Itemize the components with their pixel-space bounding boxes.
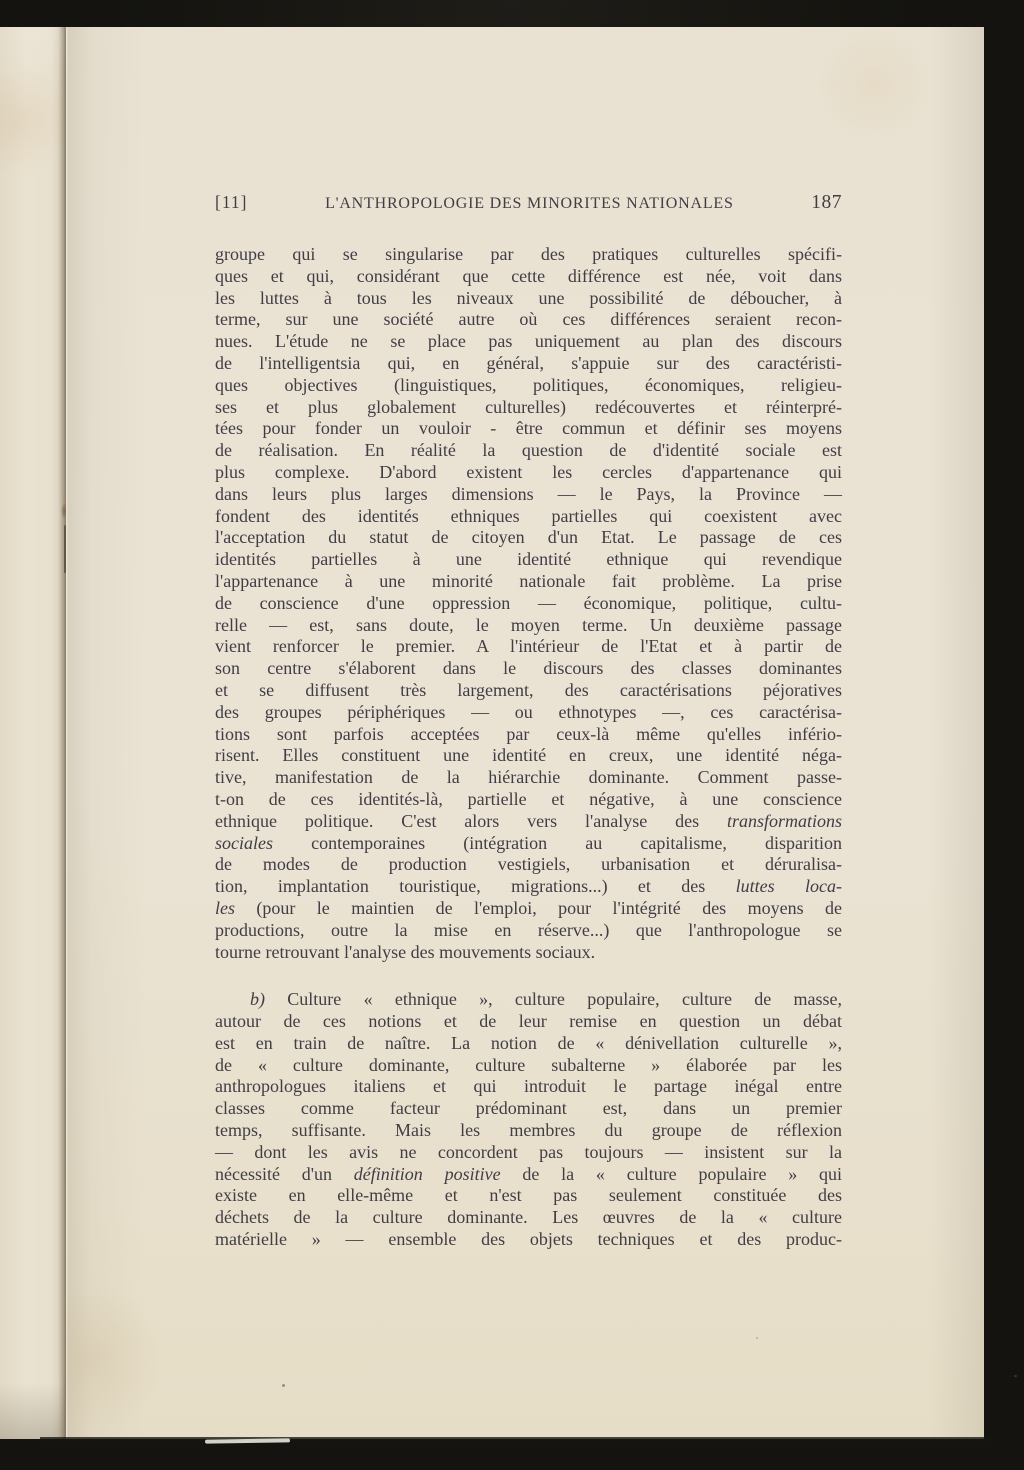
text-line: ques et qui, considérant que cette différence est née, voit dans [215,265,842,286]
body-text [215,244,842,1251]
text-line: relle — est, sans doute, le moyen terme. Un deuxième passage [215,614,842,635]
text-line: dans leurs plus larges dimensions — le Pays, la Province — [215,483,842,504]
facing-page-edge [0,27,66,1439]
book-page [66,27,984,1439]
text-line: existe en elle-même et n'est pas seulement constituée des [215,1185,842,1206]
text-line: identités partielles à une identité ethnique qui revendique [215,549,842,570]
text-line: terme, sur une société autre où ces différences seraient recon- [215,309,842,330]
text-line: ethnique politique. C'est alors vers l'analyse des transformations [215,810,842,831]
text-line: des groupes périphériques — ou ethnotypes —, ces caractérisa- [215,701,842,722]
text-line: vient renforcer le premier. A l'intérieur de l'Etat et à partir de [215,636,842,657]
text-line: l'appartenance à une minorité nationale fait problème. La prise [215,570,842,591]
text-line: anthropologues italiens et qui introduit le partage inégal entre [215,1076,842,1097]
page-bottom-shadow [40,1437,992,1446]
text-line: les (pour le maintien de l'emploi, pour l'intégrité des moyens de [215,897,842,918]
text-line: matérielle » — ensemble des objets techniques et des produc- [215,1229,842,1250]
paper-speck [1014,1375,1017,1377]
section-number: [11] [215,192,248,212]
running-title: L'ANTHROPOLOGIE DES MINORITES NATIONALES [325,195,734,212]
text-line: tées pour fonder un vouloir - être commun et définir ses moyens [215,418,842,439]
text-line: tourne retrouvant l'analyse des mouvements sociaux. [215,941,596,962]
text-line: autour de ces notions et de leur remise en question un débat [215,1011,842,1032]
text-line: productions, outre la mise en réserve...) que l'anthropologue se [215,919,842,940]
page-number: 187 [811,192,842,213]
text-line: tion, implantation touristique, migrations...) et des luttes loca- [215,876,843,897]
paper-speck [756,1337,758,1339]
text-line: nues. L'étude ne se place pas uniquement au plan des discours [215,331,842,352]
text-line: tions sont parfois acceptées par ceux-là même qu'elles infério- [215,723,842,744]
text-line: les luttes à tous les niveaux une possibilité de déboucher, à [215,287,842,308]
paragraph [215,244,842,963]
text-line: et se diffusent très largement, des caractérisations péjoratives [215,679,842,700]
printed-content [215,190,842,1251]
text-line: de conscience d'une oppression — économique, politique, cultu- [215,592,842,613]
text-line: de l'intelligentsia qui, en général, s'appuie sur des caractéristi- [215,352,842,373]
paper-speck [282,1384,285,1387]
text-line: ses et plus globalement culturelles) redécouvertes et réinterpré- [215,396,842,417]
text-line: de réalisation. En réalité la question de d'identité sociale est [215,440,842,461]
text-line: classes comme facteur prédominant est, dans un premier [215,1098,842,1119]
text-line: déchets de la culture dominante. Les œuvres de la « culture [215,1207,842,1228]
text-line: temps, suffisante. Mais les membres du groupe de réflexion [215,1120,842,1141]
text-line: groupe qui se singularise par des pratiques culturelles spécifi- [215,244,842,264]
page-edge-stack [984,31,996,1437]
text-line: plus complexe. D'abord existent les cercles d'appartenance qui [215,461,842,482]
text-line: de modes de production vestigiels, urbanisation et déruralisa- [215,854,842,875]
text-line: de « culture dominante, culture subalterne » élaborée par les [215,1054,842,1075]
text-line: — dont les avis ne concordent pas toujours — insistent sur la [215,1141,842,1162]
text-line: est en train de naître. La notion de « dénivellation culturelle », [215,1032,842,1053]
text-line: nécessité d'un définition positive de la « culture populaire » qui [215,1163,843,1184]
text-line: b) Culture « ethnique », culture populaire, culture de masse, [250,989,842,1010]
paragraph [215,989,842,1251]
text-line: fondent des identités ethniques partielles qui coexistent avec [215,505,842,526]
text-line: sociales contemporaines (intégration au capitalisme, disparition [215,832,842,853]
text-line: ques objectives (linguistiques, politiques, économiques, religieu- [215,374,842,395]
text-line: son centre s'élaborent dans le discours des classes dominantes [215,658,842,679]
text-line: tive, manifestation de la hiérarchie dominante. Comment passe- [215,767,842,788]
page-header [215,190,842,216]
text-line: l'acceptation du statut de citoyen d'un Etat. Le passage de ces [215,527,842,548]
text-line: risent. Elles constituent une identité en creux, une identité néga- [215,745,842,766]
text-line: t-on de ces identités-là, partielle et négative, à une conscience [215,788,842,809]
